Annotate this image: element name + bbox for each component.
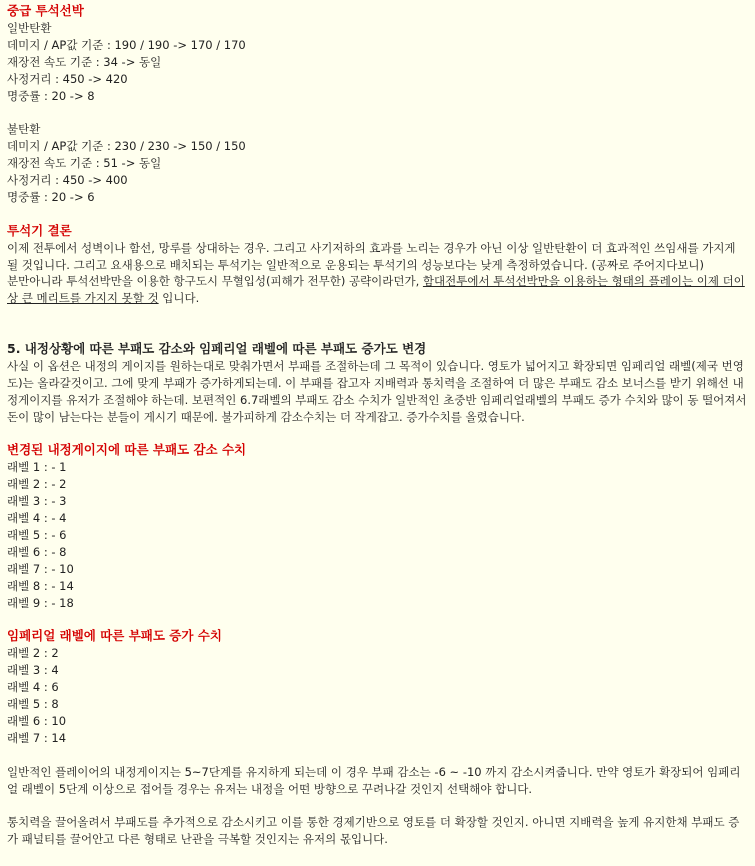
list-item: 래벨 1 : - 1: [7, 460, 67, 475]
underlined-emphasis: 함대전투에서 투석선박만을 이용하는 형태의 플레이는 이제 더이상 큰 메리트를 가지지 못할 것: [7, 274, 745, 306]
fire-ammo-stats: [7, 138, 750, 206]
list-item: 래벨 6 : 10: [7, 713, 67, 728]
spacer: [7, 104, 750, 121]
stat-line: 사정거리 : 450 -> 420: [7, 71, 128, 86]
list-item: 래벨 8 : - 14: [7, 578, 74, 593]
spacer: [7, 612, 750, 629]
list-item: 래벨 5 : 8: [7, 697, 59, 712]
list-item: 래벨 3 : - 3: [7, 494, 67, 509]
spacer: [7, 324, 750, 341]
list-item: 래벨 2 : 2: [7, 646, 59, 661]
closing-paragraph-2: 통치력을 끌어올려서 부패도를 추가적으로 감소시키고 이를 통한 경제기반으로 영토를 더 확장할 것인지. 아니면 지배력을 높게 유지한채 부패도 증가 패널티를 끌어안고 다른 형태로 난관을 극복할 것인지는 유저의 몫입니다.: [7, 815, 740, 847]
increase-list: [7, 645, 750, 746]
section-title-catapult-ship: 중급 투석선박: [7, 3, 84, 18]
spacer: [7, 797, 750, 814]
spacer: [7, 206, 750, 223]
list-item: 래벨 4 : 6: [7, 680, 59, 695]
stat-line: 데미지 / AP값 기준 : 230 / 230 -> 150 / 150: [7, 139, 246, 154]
list-item: 래벨 7 : - 10: [7, 561, 74, 576]
section-title-corruption: 5. 내정상황에 따른 부패도 감소와 임페리얼 래벨에 따른 부패도 증가도 변경: [7, 341, 427, 357]
stat-line: 명중률 : 20 -> 6: [7, 189, 95, 204]
conclusion-text: 분만아니라 투석선박만을 이용한 항구도시 무혈입성(피해가 전무한) 공략이라던가,: [7, 274, 423, 289]
list-item: 래벨 5 : - 6: [7, 528, 67, 543]
decrease-list: [7, 459, 750, 611]
list-item: 래벨 7 : 14: [7, 730, 67, 745]
list-item: 래벨 4 : - 4: [7, 511, 67, 526]
section-title-catapult-conclusion: 투석기 결론: [7, 222, 72, 238]
list-item: 래벨 3 : 4: [7, 663, 59, 678]
list-item: 래벨 9 : - 18: [7, 595, 74, 610]
conclusion-paragraph: 이제 전투에서 성벽이나 함선, 망루를 상대하는 경우. 그리고 사기저하의 효과를 노리는 경우가 아닌 이상 일반탄환이 더 효과적인 쓰임새를 가지게 될 것입니다. 그리고 요새용으로 배치되는 투석기는 일반적으로 운용되는 투석기의 성능보다는 낮게 측정하였습니다. (공짜로 주어지다보니): [7, 240, 736, 272]
increase-table-title: 임페리얼 래벨에 따른 부패도 증가 수치: [7, 628, 222, 644]
conclusion-paragraph-2: [7, 273, 750, 307]
decrease-table-title: 변경된 내정게이지에 따른 부패도 감소 수치: [7, 442, 247, 458]
stat-line: 사정거리 : 450 -> 400: [7, 173, 128, 188]
list-item: 래벨 2 : - 2: [7, 477, 67, 492]
corruption-paragraph: 사실 이 옵션은 내정의 게이지를 원하는대로 맞춰가면서 부패를 조절하는데 그 목적이 있습니다. 영토가 넓어지고 확장되면 임페리얼 래벨(제국 번영도)는 올라갈것이고. 그에 맞게 부패가 증가하게되는데. 이 부패를 잡고자 지배력과 통치력을 조절하여 더 많은 부패도 감소 보너스를 받기 위해선 내정게이지를 유저가 조절해야 하는데. 보편적인 6.7래벨의 부패도 감소 수치가 일반적인 초중반 임페리얼래벨의 부패도 증가 수치와 많이 동 떨어져서 돈이 많이 남는다는 분들이 게시기 때문에. 불가피하게 감소수치는 더 작게잡고. 증가수치를 올렸습니다.: [7, 358, 747, 424]
spacer: [7, 426, 750, 443]
normal-ammo-stats: [7, 37, 750, 105]
spacer: [7, 747, 750, 764]
fire-ammo-heading: 불탄환: [7, 122, 41, 137]
spacer: [7, 307, 750, 324]
stat-line: 데미지 / AP값 기준 : 190 / 190 -> 170 / 170: [7, 37, 246, 52]
conclusion-text-end: 입니다.: [158, 291, 200, 306]
stat-line: 재장전 속도 기준 : 34 -> 동일: [7, 54, 162, 69]
normal-ammo-heading: 일반탄환: [7, 20, 52, 35]
list-item: 래벨 6 : - 8: [7, 544, 67, 559]
stat-line: 명중률 : 20 -> 8: [7, 88, 95, 103]
closing-paragraph-1: 일반적인 플레이어의 내정게이지는 5~7단계를 유지하게 되는데 이 경우 부패 감소는 -6 ~ -10 까지 감소시켜줍니다. 만약 영토가 확장되어 임페리얼 래벨이 5단계 이상으로 접어들 경우는 유저는 내정을 어떤 방향으로 꾸려나갈 것인지 선택해야 합니다.: [7, 764, 741, 796]
stat-line: 재장전 속도 기준 : 51 -> 동일: [7, 156, 162, 171]
